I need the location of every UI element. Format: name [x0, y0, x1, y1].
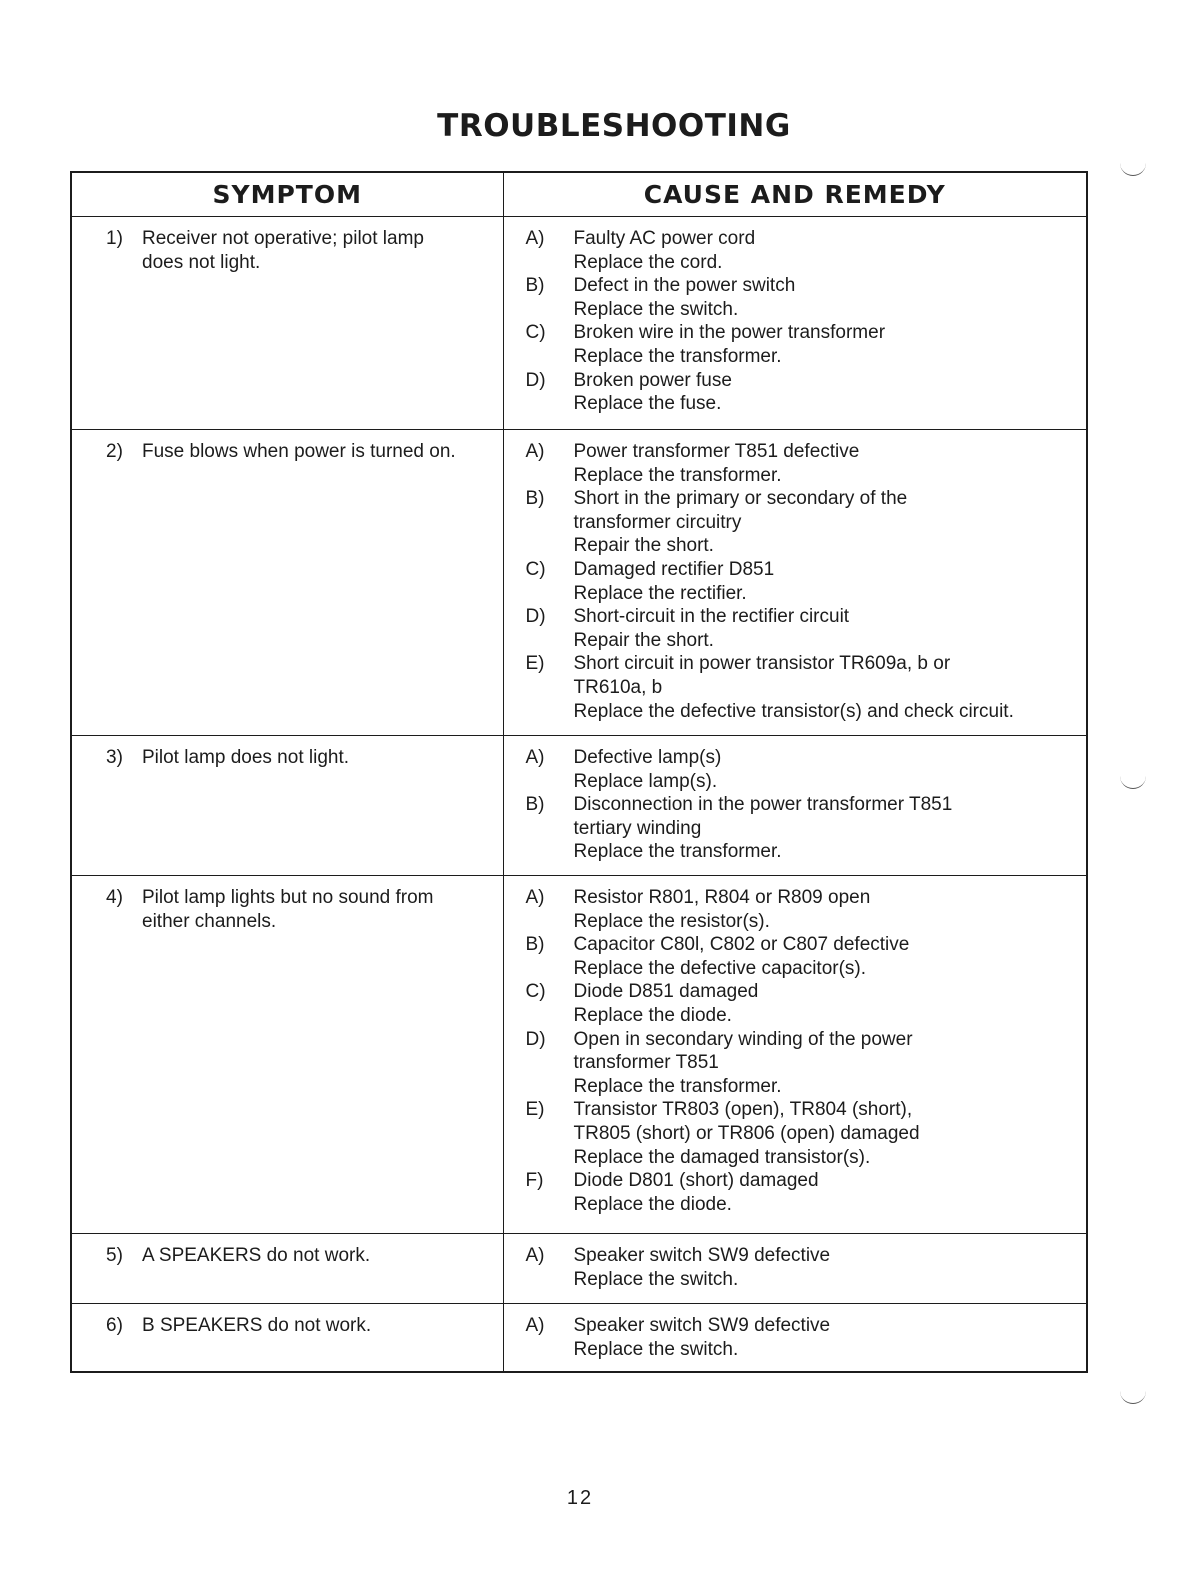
cause-item: [526, 886, 1077, 933]
cause-line: Replace the transformer.: [573, 345, 782, 367]
cause-item: [526, 274, 1077, 321]
cause-item: [526, 1244, 1077, 1291]
cause-list: [504, 736, 1087, 864]
symptom-cell: [71, 1304, 503, 1372]
cause-letter: C): [525, 322, 546, 344]
cause-item: [526, 440, 1077, 487]
symptom-cell: [71, 217, 503, 430]
cause-text: [574, 321, 1077, 368]
cause-header: CAUSE AND REMEDY: [503, 172, 1087, 217]
symptom-line: does not light.: [142, 251, 261, 273]
cause-item: [526, 1098, 1077, 1169]
symptom: [72, 217, 503, 274]
cause-line: Defective lamp(s): [573, 747, 722, 768]
cause-list: [504, 876, 1087, 1216]
symptom: [72, 1304, 503, 1338]
cause-line: transformer circuitry: [573, 511, 742, 533]
cause-item: [526, 369, 1077, 416]
cause-item: [526, 1314, 1077, 1361]
cause-line: TR610a, b: [573, 676, 663, 698]
cause-line: Capacitor C80l, C802 or C807 defective: [573, 934, 910, 956]
cause-letter: A): [525, 887, 545, 908]
cause-text: [574, 369, 1077, 416]
cause-item: [526, 980, 1077, 1027]
table-row: [71, 217, 1087, 430]
symptom-cell: [71, 1234, 503, 1304]
cause-line: Replace the transformer.: [573, 464, 782, 486]
symptom-text: [142, 886, 495, 933]
cause-list: [504, 217, 1087, 416]
cause-item: [526, 227, 1077, 274]
cause-line: Broken wire in the power transformer: [573, 322, 886, 344]
cause-line: Short-circuit in the rectifier circuit: [573, 606, 850, 628]
cause-cell: [503, 217, 1087, 430]
cause-line: Broken power fuse: [573, 369, 732, 391]
cause-letter: E): [525, 653, 545, 675]
cause-list: [504, 1304, 1087, 1361]
table-row: [71, 736, 1087, 876]
cause-text: [574, 274, 1077, 321]
cause-line: Power transformer T851 defective: [573, 441, 860, 462]
troubleshooting-table: [70, 171, 1088, 1373]
table-body: [71, 217, 1087, 1372]
cause-list: [504, 430, 1087, 723]
cause-line: Replace the cord.: [573, 251, 723, 273]
cause-line: Replace the transformer.: [573, 841, 782, 863]
cause-line: Faulty AC power cord: [573, 228, 756, 249]
cause-line: Speaker switch SW9 defective: [573, 1245, 831, 1266]
symptom-number: 2): [106, 441, 123, 462]
symptom-text: [142, 440, 495, 464]
table-row: [71, 1304, 1087, 1372]
cause-letter: A): [525, 1245, 545, 1266]
cause-letter: D): [525, 606, 546, 628]
cause-letter: B): [525, 488, 545, 510]
cause-text: [574, 1244, 1077, 1291]
cause-line: Replace the resistor(s).: [573, 910, 770, 932]
symptom: [72, 876, 503, 933]
cause-text: [574, 886, 1077, 933]
cause-letter: B): [525, 934, 545, 956]
cause-line: Replace the diode.: [573, 1004, 732, 1026]
cause-text: [574, 933, 1077, 980]
cause-item: [526, 1028, 1077, 1099]
cause-letter: A): [525, 1315, 545, 1336]
cause-item: [526, 487, 1077, 558]
cause-text: [574, 793, 1077, 864]
cause-line: Damaged rectifier D851: [573, 558, 775, 580]
symptom: [72, 430, 503, 464]
cause-item: [526, 933, 1077, 980]
page-title: TROUBLESHOOTING: [437, 108, 791, 144]
symptom-line: Receiver not operative; pilot lamp: [142, 228, 424, 249]
table-row: [71, 430, 1087, 736]
cause-line: Replace the fuse.: [573, 393, 722, 415]
cause-letter: B): [525, 794, 545, 816]
cause-item: [526, 746, 1077, 793]
cause-letter: A): [525, 441, 545, 462]
cause-letter: F): [525, 1170, 544, 1192]
page-number: 12: [566, 1487, 594, 1509]
cause-letter: A): [525, 228, 545, 249]
cause-line: Replace the defective capacitor(s).: [573, 957, 867, 979]
cause-line: Replace the transformer.: [573, 1075, 782, 1097]
symptom-text: [142, 1314, 495, 1338]
symptom-line: A SPEAKERS do not work.: [142, 1245, 371, 1266]
cause-line: Short in the primary or secondary of the: [573, 488, 908, 510]
cause-line: Replace the switch.: [573, 1268, 739, 1290]
symptom-number: 5): [106, 1245, 123, 1266]
cause-list: [504, 1234, 1087, 1291]
symptom-cell: [71, 876, 503, 1234]
cause-cell: [503, 736, 1087, 876]
cause-line: Replace the diode.: [573, 1193, 732, 1215]
symptom-line: Pilot lamp does not light.: [142, 747, 350, 768]
cause-line: Defect in the power switch: [573, 275, 796, 297]
cause-line: Disconnection in the power transformer T851: [573, 794, 953, 816]
cause-line: Replace lamp(s).: [573, 770, 718, 792]
cause-text: [574, 227, 1077, 274]
cause-letter: C): [525, 558, 546, 580]
symptom-line: B SPEAKERS do not work.: [142, 1315, 372, 1336]
cause-cell: [503, 876, 1087, 1234]
cause-item: [526, 605, 1077, 652]
binder-hole-mark: [1120, 163, 1146, 176]
cause-text: [574, 652, 1077, 723]
cause-line: Speaker switch SW9 defective: [573, 1315, 831, 1336]
cause-line: Replace the rectifier.: [573, 582, 747, 604]
cause-item: [526, 1169, 1077, 1216]
cause-item: [526, 793, 1077, 864]
cause-letter: B): [525, 275, 545, 297]
cause-line: Open in secondary winding of the power: [573, 1028, 913, 1050]
cause-line: transformer T851: [573, 1052, 719, 1074]
symptom-number: 1): [106, 228, 123, 249]
symptom-line: Fuse blows when power is turned on.: [142, 441, 456, 462]
cause-text: [574, 558, 1077, 605]
cause-letter: D): [525, 369, 546, 391]
symptom-number: 4): [106, 887, 123, 908]
symptom-text: [142, 746, 495, 770]
cause-line: Diode D801 (short) damaged: [573, 1170, 819, 1192]
table-row: [71, 876, 1087, 1234]
cause-line: Replace the damaged transistor(s).: [573, 1146, 871, 1168]
cause-letter: E): [525, 1099, 545, 1121]
cause-cell: [503, 430, 1087, 736]
table-row: [71, 1234, 1087, 1304]
cause-item: [526, 652, 1077, 723]
cause-text: [574, 1314, 1077, 1361]
symptom-number: 6): [106, 1315, 123, 1336]
cause-line: Replace the defective transistor(s) and check circuit.: [573, 700, 1014, 722]
cause-cell: [503, 1234, 1087, 1304]
cause-line: Diode D851 damaged: [573, 981, 759, 1003]
symptom-cell: [71, 736, 503, 876]
cause-item: [526, 558, 1077, 605]
cause-line: Transistor TR803 (open), TR804 (short),: [573, 1099, 913, 1121]
symptom-line: either channels.: [142, 910, 277, 932]
symptom-header: SYMPTOM: [71, 172, 503, 217]
cause-line: Replace the switch.: [573, 298, 739, 320]
binder-hole-mark: [1120, 1391, 1146, 1404]
cause-line: Short circuit in power transistor TR609a, b or: [573, 653, 951, 675]
cause-line: tertiary winding: [573, 817, 702, 839]
cause-letter: D): [525, 1028, 546, 1050]
cause-text: [574, 605, 1077, 652]
cause-item: [526, 321, 1077, 368]
symptom-text: [142, 227, 495, 274]
cause-letter: C): [525, 981, 546, 1003]
cause-text: [574, 1169, 1077, 1216]
cause-text: [574, 746, 1077, 793]
symptom: [72, 736, 503, 770]
cause-text: [574, 1028, 1077, 1099]
cause-text: [574, 487, 1077, 558]
cause-line: Repair the short.: [573, 629, 714, 651]
cause-text: [574, 440, 1077, 487]
cause-line: Repair the short.: [573, 535, 714, 557]
symptom-number: 3): [106, 747, 123, 768]
symptom-line: Pilot lamp lights but no sound from: [142, 887, 434, 908]
symptom: [72, 1234, 503, 1268]
symptom-text: [142, 1244, 495, 1268]
cause-text: [574, 980, 1077, 1027]
binder-hole-mark: [1120, 776, 1146, 789]
cause-line: Resistor R801, R804 or R809 open: [573, 887, 871, 908]
cause-letter: A): [525, 747, 545, 768]
table-header-row: [71, 172, 1087, 217]
symptom-cell: [71, 430, 503, 736]
cause-cell: [503, 1304, 1087, 1372]
cause-text: [574, 1098, 1077, 1169]
cause-line: Replace the switch.: [573, 1338, 739, 1360]
cause-line: TR805 (short) or TR806 (open) damaged: [573, 1122, 920, 1144]
